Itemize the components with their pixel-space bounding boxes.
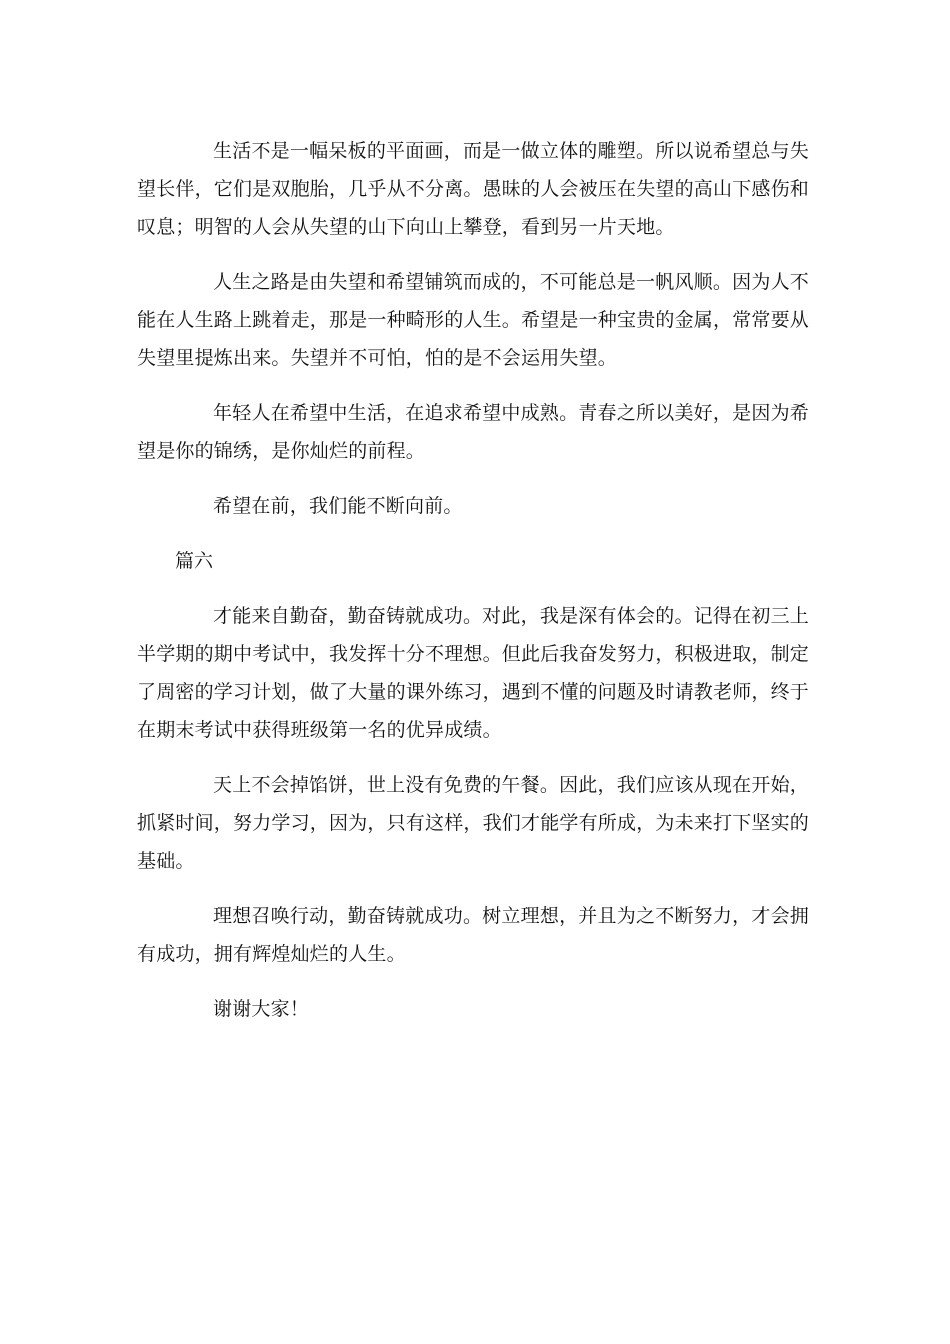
paragraph: 理想召唤行动，勤奋铸就成功。树立理想，并且为之不断努力，才会拥有成功，拥有辉煌灿烂的人生。 bbox=[137, 905, 809, 965]
section-heading: 篇六 bbox=[175, 550, 214, 572]
paragraph: 人生之路是由失望和希望铺筑而成的，不可能总是一帆风顺。因为人不能在人生路上跳着走，那是一种畸形的人生。希望是一种宝贵的金属，常常要从失望里提炼出来。失望并不可怕，怕的是不会运用失望。 bbox=[137, 271, 810, 369]
paragraph: 生活不是一幅呆板的平面画，而是一做立体的雕塑。所以说希望总与失望长伴，它们是双胞胎，几乎从不分离。愚昧的人会被压在失望的高山下感伤和叹息；明智的人会从失望的山下向山上攀登，看到另一片天地。 bbox=[137, 140, 810, 238]
document-body bbox=[137, 132, 809, 1028]
closing-paragraph: 谢谢大家！ bbox=[213, 998, 310, 1020]
paragraph: 希望在前，我们能不断向前。 bbox=[213, 495, 463, 517]
paragraph: 年轻人在希望中生活，在追求希望中成熟。青春之所以美好，是因为希望是你的锦绣，是你灿烂的前程。 bbox=[137, 402, 809, 462]
paragraph: 才能来自勤奋，勤奋铸就成功。对此，我是深有体会的。记得在初三上半学期的期中考试中，我发挥十分不理想。但此后我奋发努力，积极进取，制定了周密的学习计划，做了大量的课外练习，遇到不懂的问题及时请教老师，终于在期末考试中获得班级第一名的优异成绩。 bbox=[137, 605, 810, 741]
paragraph: 天上不会掉馅饼，世上没有免费的午餐。因此，我们应该从现在开始，抓紧时间，努力学习，因为，只有这样，我们才能学有所成，为未来打下坚实的基础。 bbox=[137, 774, 810, 872]
